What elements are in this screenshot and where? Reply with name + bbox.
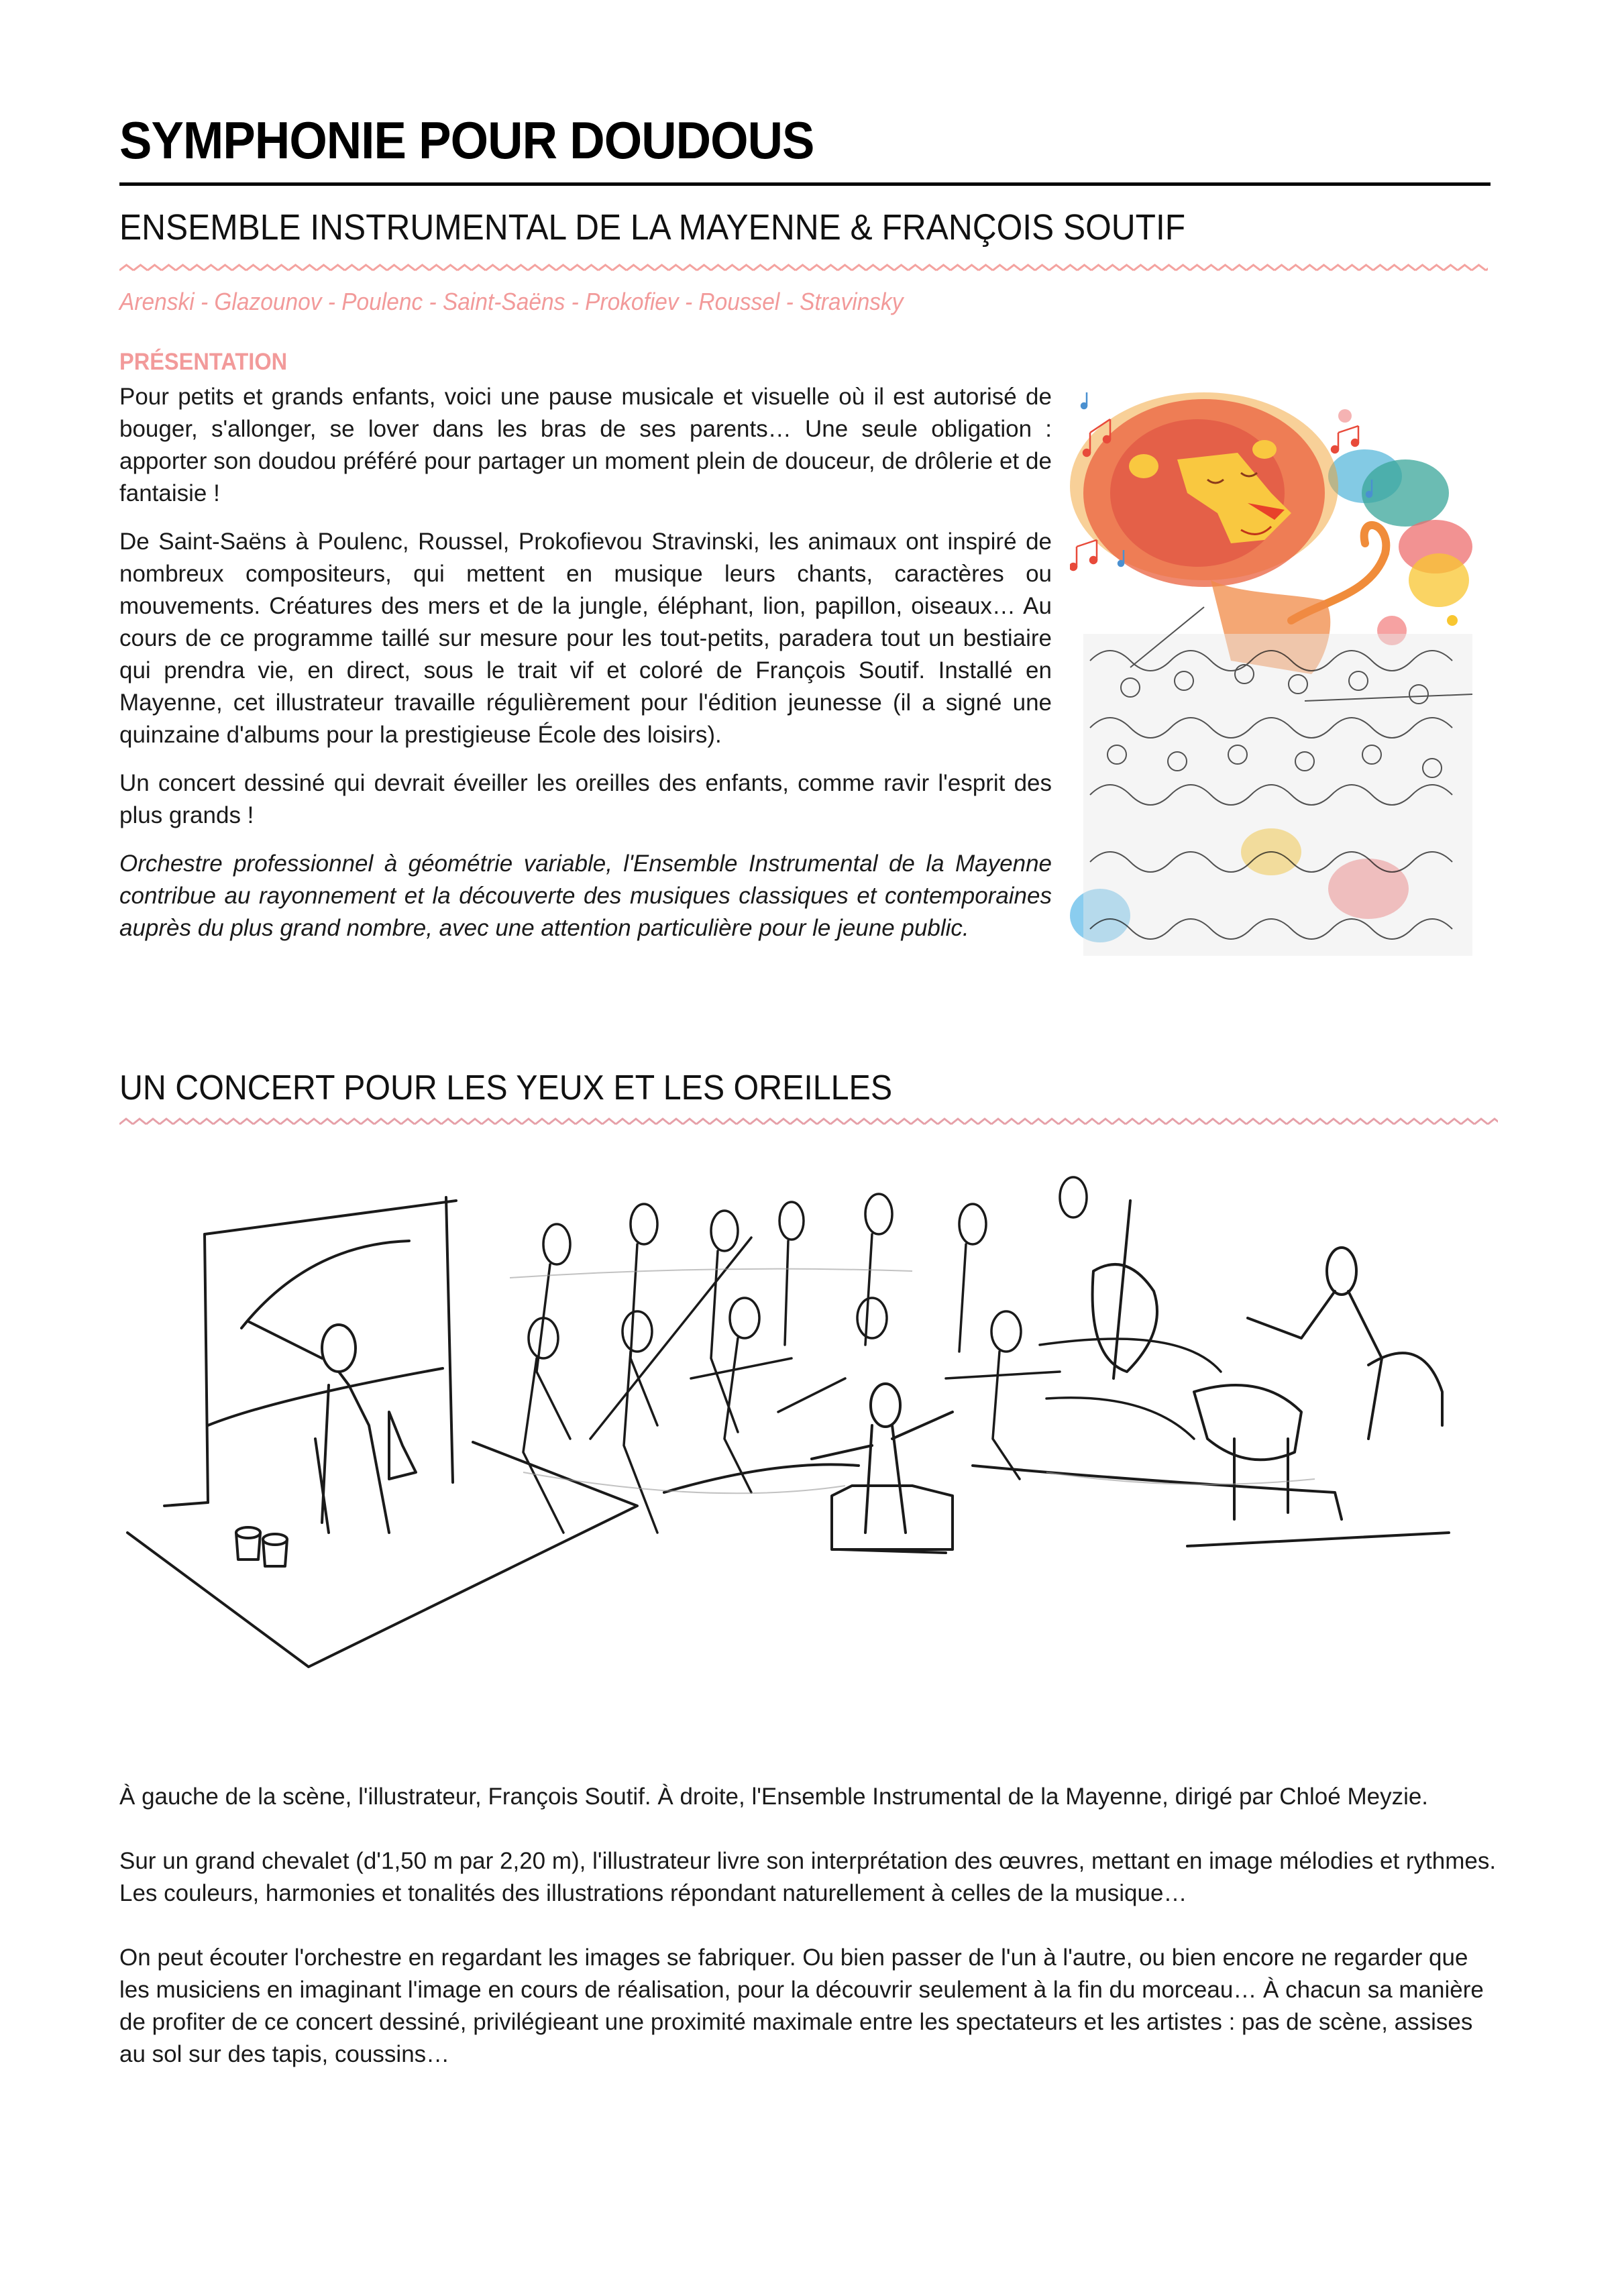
zigzag-divider <box>119 1116 1498 1127</box>
concert-paragraph: À gauche de la scène, l'illustrateur, François Soutif. À droite, l'Ensemble Instrumental de la Mayenne, dirigé par Chloé Meyzie. <box>119 1784 1429 1810</box>
presentation-paragraph: Un concert dessiné qui devrait éveiller les oreilles des enfants, comme ravir l'esprit des plus grands ! <box>119 770 1052 828</box>
presentation-paragraph: De Saint-Saëns à Poulenc, Roussel, Prokofievou Stravinski, les animaux ont inspiré de nombreux compositeurs, qui mettent en musique leurs chants, caractères ou mouvements. Créatures des mers et de la jungle, éléphant, lion, papillon, oiseaux… Au cours de ce programme taillé sur mesure pour les tout-petits, paradera tout un bestiaire qui prendra vie, en direct, sous le trait vif et coloré de François Soutif. Installé en Mayenne, cet illustrateur travaille régulièrement pour l'édition jeunesse (il a signé une quinzaine d'albums pour la prestigieuse École des loisirs). <box>119 529 1052 748</box>
concert-heading: UN CONCERT POUR LES YEUX ET LES OREILLES <box>119 1069 893 1107</box>
presentation-paragraph: Pour petits et grands enfants, voici une pause musicale et visuelle où il est autorisé de bouger, s'allonger, se lover dans les bras de ses parents… Une seule obligation : apporter son doudou préféré pour partager un moment plein de douceur, de drôlerie et de fantaisie ! <box>119 384 1052 506</box>
concert-text <box>119 1781 1501 2103</box>
composers-list: Arenski - Glazounov - Poulenc - Saint-Saëns - Prokofiev - Roussel - Stravinsky <box>119 288 904 315</box>
lion-illustration <box>1070 379 1486 983</box>
presentation-label: PRÉSENTATION <box>119 349 288 375</box>
subtitle: ENSEMBLE INSTRUMENTAL DE LA MAYENNE & FRANÇOIS SOUTIF <box>119 207 1186 248</box>
title-rule-divider <box>119 182 1491 186</box>
presentation-text <box>119 381 1052 961</box>
concert-paragraph: Sur un grand chevalet (d'1,50 m par 2,20 m), l'illustrateur livre son interprétation des œuvres, mettant en image mélodies et rythmes. Les couleurs, harmonies et tonalités des illustrations répondant naturellement à celles de la musique… <box>119 1848 1497 1906</box>
page-title: SYMPHONIE POUR DOUDOUS <box>119 111 814 170</box>
orchestra-sketch-illustration <box>107 1157 1503 1734</box>
concert-paragraph: On peut écouter l'orchestre en regardant les images se fabriquer. Ou bien passer de l'un à l'autre, ou bien encore ne regarder que les musiciens en imaginant l'image en cours de réalisation, pour la découvrir seulement à la fin du morceau… À chacun sa manière de profiter de ce concert dessiné, privilégieant une proximité maximale entre les spectateurs et les artistes : pas de scène, assises au sol sur des tapis, coussins… <box>119 1945 1484 2067</box>
zigzag-divider <box>119 262 1488 273</box>
ensemble-description: Orchestre professionnel à géométrie variable, l'Ensemble Instrumental de la Mayenne contribue au rayonnement et la découverte des musiques classiques et contemporaines auprès du plus grand nombre, avec une attention particulière pour le jeune public. <box>119 851 1052 941</box>
